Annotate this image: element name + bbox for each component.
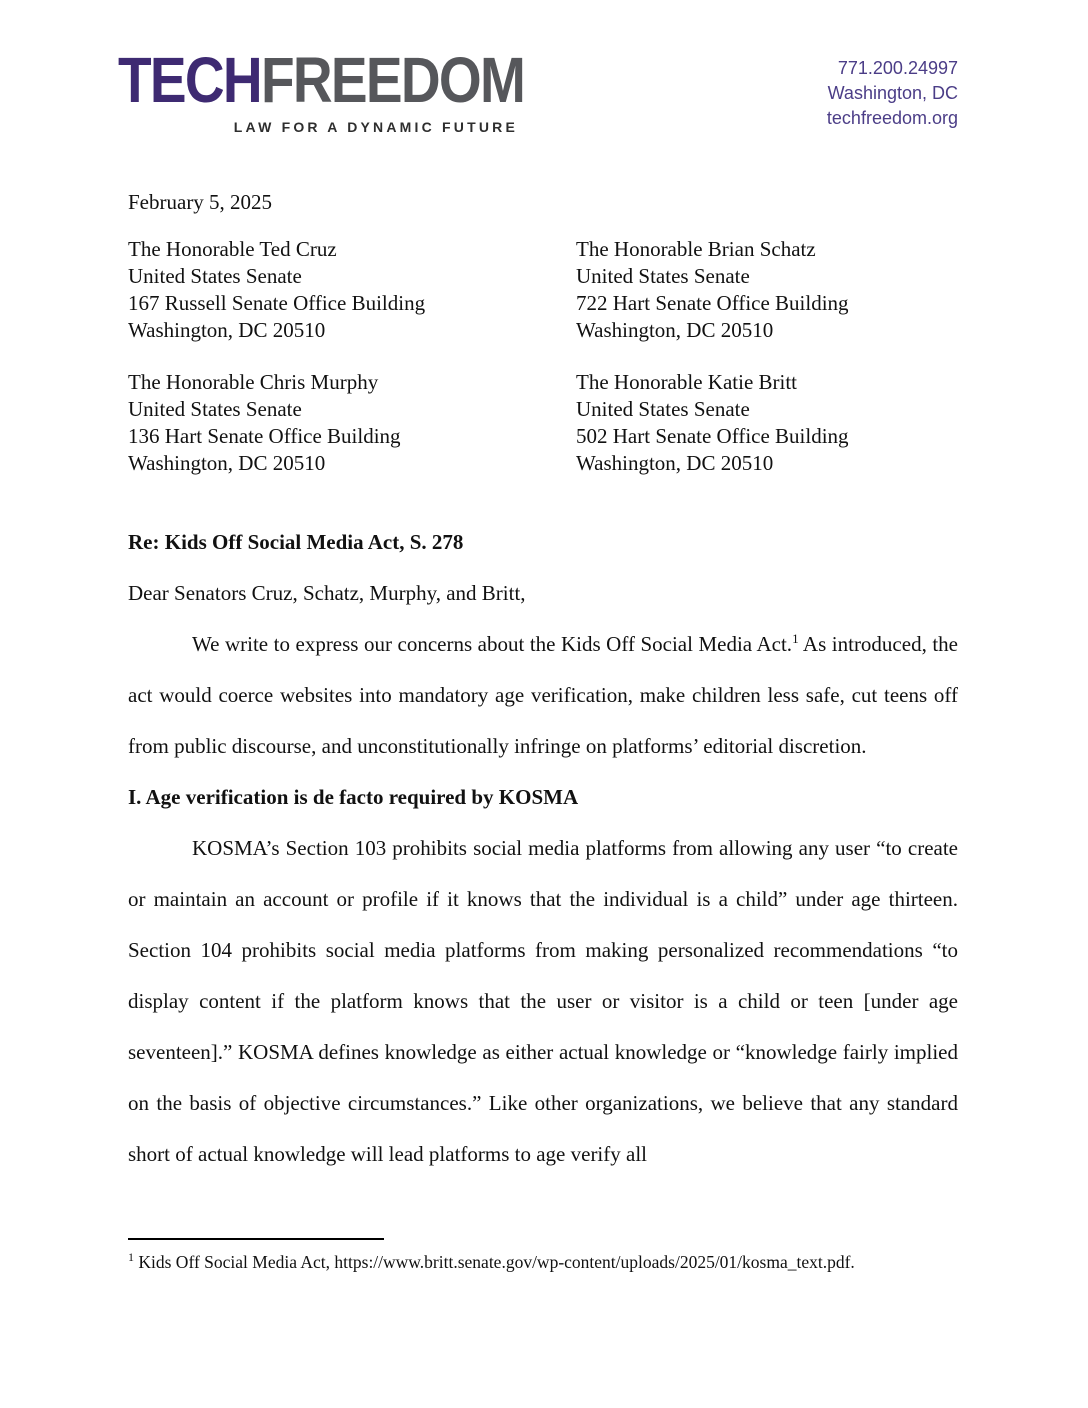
recipient-address-brian-schatz — [576, 236, 958, 344]
recipient-address-chris-murphy — [128, 369, 576, 477]
footnote-number: 1 — [128, 1250, 134, 1265]
logo-word-tech: TECH — [118, 44, 261, 116]
recipient-name: The Honorable Katie Britt — [576, 370, 798, 394]
letterhead — [0, 0, 1088, 148]
logo-wordmark — [118, 44, 525, 116]
recipient-street: 136 Hart Senate Office Building — [128, 424, 401, 448]
paragraph-1 — [128, 619, 958, 772]
footnote-area — [128, 1238, 958, 1274]
recipient-address-katie-britt — [576, 369, 958, 477]
recipient-org: United States Senate — [576, 264, 750, 288]
recipient-street: 167 Russell Senate Office Building — [128, 291, 426, 315]
techfreedom-logo — [118, 44, 525, 135]
letter-body — [128, 517, 958, 1180]
recipient-name: The Honorable Brian Schatz — [576, 237, 816, 261]
recipient-street: 502 Hart Senate Office Building — [576, 424, 849, 448]
footnote-reference-1: 1 — [792, 631, 799, 646]
paragraph-1-text: We write to express our concerns about the Kids Off Social Media Act. — [192, 632, 793, 656]
subject-line: Re: Kids Off Social Media Act, S. 278 — [128, 530, 464, 554]
recipient-city: Washington, DC 20510 — [576, 451, 774, 475]
recipient-name: The Honorable Ted Cruz — [128, 237, 337, 261]
letter-date: February 5, 2025 — [128, 190, 273, 214]
paragraph-2: KOSMA’s Section 103 prohibits social media platforms from allowing any user “to create or maintain an account or profile if it knows that the individual is a child” under age thirteen. Section 104 prohibits social media platforms from making personalized recommendations “to display content if the platform knows that the user or visitor is a child or teen [under age seventeen].” KOSMA defines knowledge as either actual knowledge or “knowledge fairly implied on the basis of objective circumstances.” Like other organizations, we believe that any standard short of actual knowledge will lead platforms to age verify all — [128, 836, 958, 1166]
recipient-city: Washington, DC 20510 — [576, 318, 774, 342]
recipient-street: 722 Hart Senate Office Building — [576, 291, 849, 315]
recipient-org: United States Senate — [128, 397, 302, 421]
recipient-org: United States Senate — [576, 397, 750, 421]
contact-phone: 771.200.24997 — [837, 58, 958, 78]
recipient-city: Washington, DC 20510 — [128, 451, 326, 475]
section-heading: I. Age verification is de facto required by KOSMA — [128, 785, 579, 809]
footnote-1 — [128, 1250, 958, 1274]
recipient-address-ted-cruz — [128, 236, 576, 344]
footnote-text: Kids Off Social Media Act, https://www.britt.senate.gov/wp-content/uploads/2025/01/kosma_text.pdf. — [138, 1252, 855, 1272]
contact-website: techfreedom.org — [826, 108, 958, 128]
logo-word-freedom: FREEDOM — [260, 44, 525, 116]
contact-block — [827, 56, 958, 131]
salutation: Dear Senators Cruz, Schatz, Murphy, and Britt, — [128, 581, 526, 605]
recipient-city: Washington, DC 20510 — [128, 318, 326, 342]
recipients-grid — [128, 236, 958, 477]
contact-location: Washington, DC — [827, 83, 958, 103]
recipient-name: The Honorable Chris Murphy — [128, 370, 379, 394]
recipient-org: United States Senate — [128, 264, 302, 288]
logo-tagline: LAW FOR A DYNAMIC FUTURE — [233, 119, 518, 135]
footnote-separator — [128, 1238, 384, 1240]
paragraph-1-continued: As introduced, the act would coerce websites into mandatory age verification, make children less safe, cut teens off from public discourse, and unconstitutionally infringe on platforms’ editorial discretion. — [128, 632, 959, 758]
